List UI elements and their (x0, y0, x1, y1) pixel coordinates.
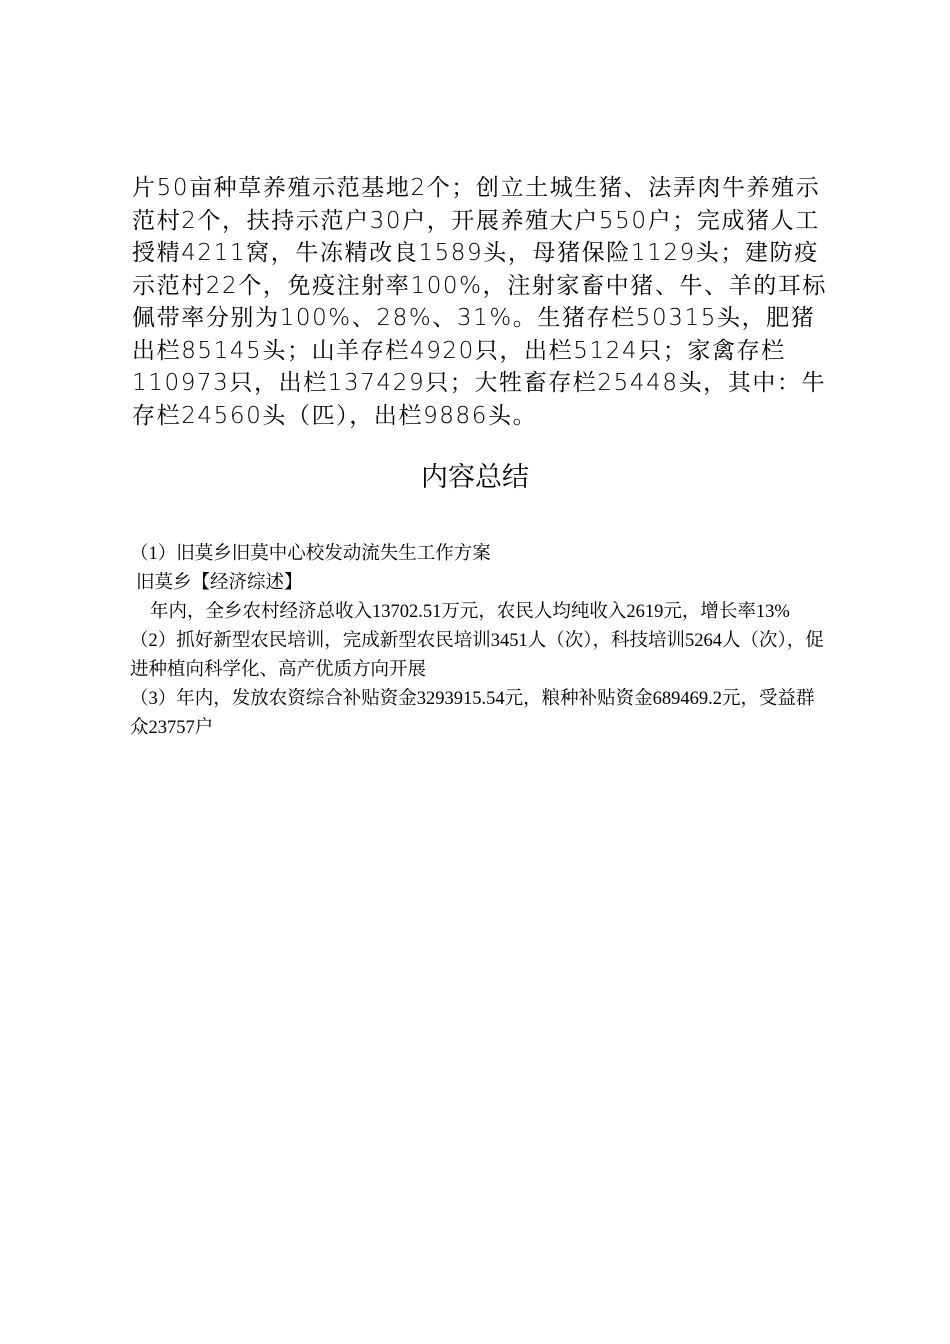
summary-line-1: （1）旧莫乡旧莫中心校发动流失生工作方案 (130, 544, 491, 564)
summary-section (130, 540, 830, 743)
body-paragraph: 片50亩种草养殖示范基地2个；创立土城生猪、法弄肉牛养殖示范村2个，扶持示范户30户，开展养殖大户550户；完成猪人工授精4211窝，牛冻精改良1589头，母猪保险1129头；建防疫示范村22个，免疫注射率100%，注射家畜中猪、牛、羊的耳标佩带率分别为100%、28%、31%。生猪存栏50315头，肥猪出栏85145头；山羊存栏4920只，出栏5124只；家禽存栏110973只，出栏137429只；大牲畜存栏25448头，其中：牛存栏24560头（匹），出栏9886头。 (132, 175, 828, 429)
summary-title: 内容总结 (421, 462, 529, 493)
summary-line-5: （3）年内，发放农资综合补贴资金3293915.54元，粮种补贴资金689469.2元，受益群众23757户 (130, 689, 815, 738)
summary-line-3: 年内，全乡农村经济总收入13702.51万元，农民人均纯收入2619元，增长率13% (150, 602, 790, 622)
summary-line-4: （2）抓好新型农民培训，完成新型农民培训3451人（次），科技培训5264人（次），促进种植向科学化、高产优质方向开展 (130, 631, 824, 680)
summary-line-2: 旧莫乡【经济综述】 (136, 573, 303, 593)
